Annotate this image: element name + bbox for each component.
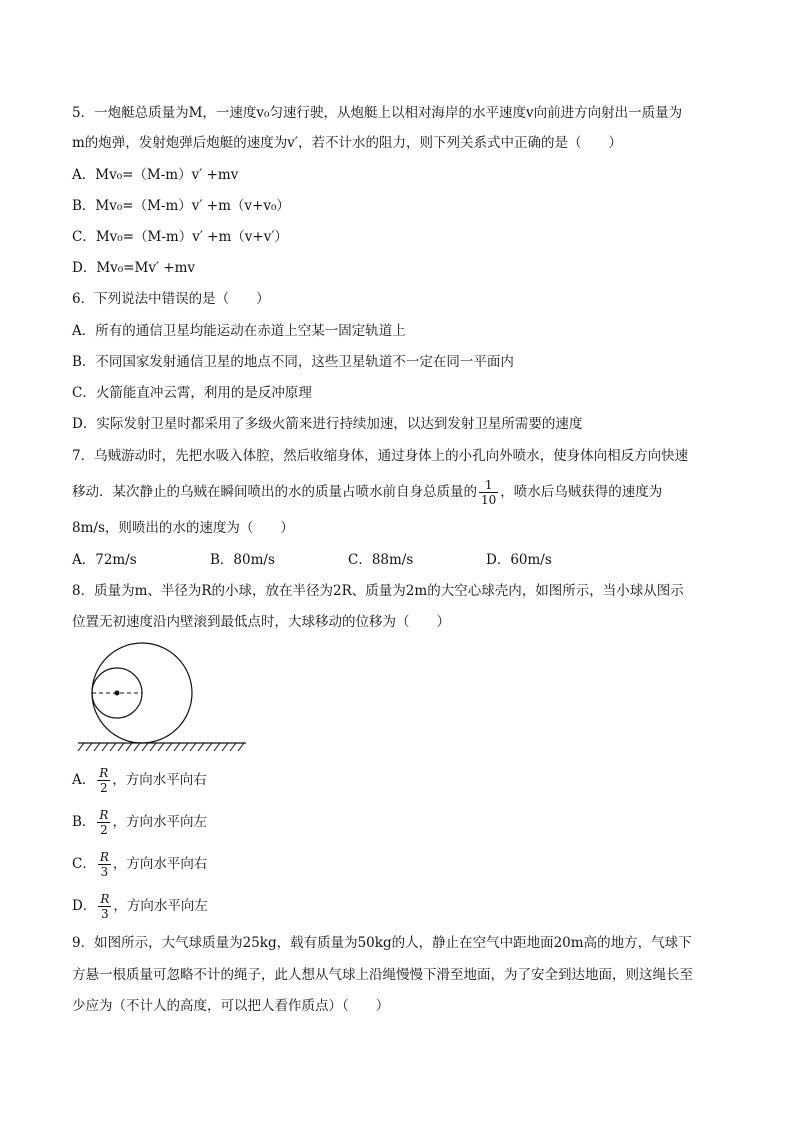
q8-option-d bbox=[72, 889, 208, 923]
q5-option-a: A．Mv₀=（M-m）v′ +mv bbox=[72, 167, 239, 183]
q8-stem-line1: 8．质量为m、半径为R的小球，放在半径为2R、质量为2m的大空心球壳内，如图所示，当小球从图示 bbox=[72, 583, 684, 599]
ground-hatching bbox=[78, 743, 244, 751]
fraction-numerator: R bbox=[99, 766, 109, 780]
q5-option-d: D．Mv₀=Mv′ +mv bbox=[72, 260, 196, 276]
q8-option-a-fraction bbox=[97, 766, 110, 795]
q8-option-c-fraction bbox=[98, 850, 111, 879]
q8-option-a-text: ，方向水平向右 bbox=[112, 772, 207, 788]
q6-option-a: A．所有的通信卫星均能运动在赤道上空某一固定轨道上 bbox=[72, 323, 406, 339]
q8-option-d-fraction bbox=[98, 892, 111, 921]
q6-stem: 6．下列说法中错误的是（ ） bbox=[72, 291, 270, 307]
q7-stem-line2-post: ，喷水后乌贼获得的速度为 bbox=[500, 484, 663, 500]
q9-stem-line3: 少应为（不计人的高度，可以把人看作质点）（ ） bbox=[72, 998, 390, 1014]
q5-stem-line2: m的炮弹，发射炮弹后炮艇的速度为v′，若不计水的阻力，则下列关系式中正确的是（ ） bbox=[72, 135, 622, 151]
q8-option-a bbox=[72, 763, 207, 797]
q7-option-b: B．80m/s bbox=[210, 552, 275, 568]
fraction-denominator: 2 bbox=[100, 823, 108, 837]
q7-fraction-numerator: 1 bbox=[479, 478, 498, 493]
fraction-numerator: R bbox=[99, 850, 109, 864]
q8-option-c-letter: C． bbox=[72, 856, 96, 872]
small-sphere-center-dot bbox=[115, 691, 120, 696]
q8-option-b bbox=[72, 805, 207, 839]
q8-option-a-letter: A． bbox=[72, 772, 96, 788]
q7-options-row bbox=[72, 551, 552, 569]
q7-fraction bbox=[479, 478, 498, 507]
q6-option-b: B．不同国家发射通信卫星的地点不同，这些卫星轨道不一定在同一平面内 bbox=[72, 354, 514, 370]
q5-option-c: C．Mv₀=（M-m）v′ +m（v+v′） bbox=[72, 229, 288, 245]
q8-stem-line2: 位置无初速度沿内壁滚到最低点时，大球移动的位移为（ ） bbox=[72, 614, 450, 630]
fraction-denominator: 3 bbox=[101, 907, 109, 921]
q6-option-d: D．实际发射卫星时都采用了多级火箭来进行持续加速，以达到发射卫星所需要的速度 bbox=[72, 416, 583, 432]
q7-option-a: A．72m/s bbox=[72, 552, 137, 568]
q8-option-b-text: ，方向水平向左 bbox=[112, 814, 207, 830]
q8-figure bbox=[72, 640, 252, 755]
q9-stem-line2: 方悬一根质量可忽略不计的绳子，此人想从气球上沿绳慢慢下滑至地面，为了安全到达地面，则这绳长至 bbox=[72, 967, 693, 983]
fraction-denominator: 2 bbox=[99, 781, 108, 795]
q7-option-c: C．88m/s bbox=[348, 552, 414, 568]
q9-stem-line1: 9．如图所示，大气球质量为25kg，载有质量为50kg的人，静止在空气中距地面20m高的地方，气球下 bbox=[72, 935, 692, 951]
q7-fraction-denominator: 10 bbox=[481, 493, 497, 507]
q5-stem-line1: 5．一炮艇总质量为M，一速度v₀匀速行驶，从炮艇上以相对海岸的水平速度v向前进方向射出一质量为 bbox=[72, 105, 683, 121]
q7-stem-line2-pre: 移动．某次静止的乌贼在瞬间喷出的水的质量占喷水前自身总质量的 bbox=[72, 484, 477, 500]
fraction-numerator: R bbox=[99, 808, 109, 822]
q7-option-d: D．60m/s bbox=[486, 552, 552, 568]
q5-option-b: B．Mv₀=（M-m）v′ +m（v+v₀） bbox=[72, 198, 290, 214]
fraction-denominator: 3 bbox=[100, 865, 109, 879]
fraction-numerator: R bbox=[100, 892, 110, 906]
q7-stem-line2 bbox=[72, 478, 662, 507]
q8-option-d-text: ，方向水平向左 bbox=[113, 898, 208, 914]
q7-stem-line1: 7．乌贼游动时，先把水吸入体腔，然后收缩身体，通过身体上的小孔向外喷水，使身体向相反方向快速 bbox=[72, 448, 689, 464]
q8-option-c bbox=[72, 847, 207, 881]
q8-option-b-fraction bbox=[97, 808, 110, 837]
q7-stem-line3: 8m/s，则喷出的水的速度为（ ） bbox=[72, 520, 294, 536]
q6-option-c: C．火箭能直冲云霄，利用的是反冲原理 bbox=[72, 385, 312, 401]
q8-option-c-text: ，方向水平向右 bbox=[112, 856, 208, 872]
q8-option-d-letter: D． bbox=[72, 898, 97, 914]
q8-option-b-letter: B． bbox=[72, 814, 96, 830]
